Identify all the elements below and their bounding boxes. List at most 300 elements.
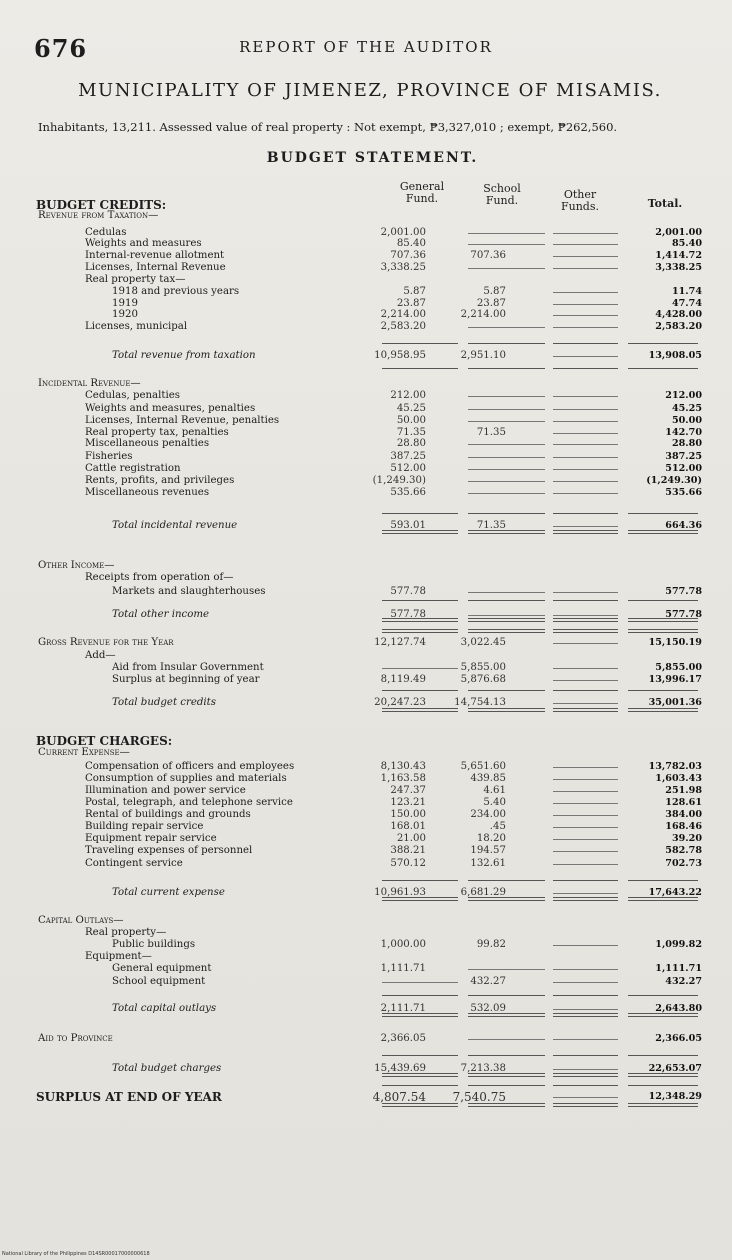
blank-cell-line <box>553 256 618 257</box>
table-row <box>0 637 732 649</box>
column-rule <box>468 343 545 344</box>
table-row <box>0 833 732 845</box>
cell-total: 15,150.19 <box>648 637 702 648</box>
table-row <box>0 321 732 333</box>
blank-cell-line <box>468 1039 545 1040</box>
page-number: 676 <box>34 34 88 63</box>
cell-total: 35,001.36 <box>648 697 702 708</box>
row-label: Rents, profits, and privileges <box>85 475 235 486</box>
blank-cell-line <box>468 493 545 494</box>
table-row <box>0 1091 732 1103</box>
row-label: Total incidental revenue <box>112 520 238 531</box>
column-rule <box>382 1013 458 1017</box>
blank-cell-line <box>553 1069 618 1070</box>
row-label: 1918 and previous years <box>112 286 240 297</box>
cell-total: 5,855.00 <box>655 662 702 673</box>
column-rule <box>628 618 698 622</box>
cell-school: 532.09 <box>470 1003 506 1014</box>
cell-school: 14,754.13 <box>454 697 506 708</box>
table-row <box>0 674 732 686</box>
row-label: Miscellaneous revenues <box>85 487 210 498</box>
cell-total: 2,643.80 <box>655 1003 702 1014</box>
cell-general: 247.37 <box>390 785 426 796</box>
blank-cell-line <box>553 1097 618 1098</box>
column-rule <box>468 897 545 901</box>
column-rule <box>628 1013 698 1017</box>
table-row <box>0 809 732 821</box>
column-rule <box>628 880 698 881</box>
cell-general: 1,000.00 <box>380 939 426 950</box>
row-label: Consumption of supplies and materials <box>85 773 287 784</box>
blank-cell-line <box>468 327 545 328</box>
cell-total: 577.78 <box>665 586 702 597</box>
cell-total: 47.74 <box>671 298 702 309</box>
row-label: General equipment <box>112 963 212 974</box>
cell-total: 13,996.17 <box>648 674 702 685</box>
blank-cell-line <box>553 969 618 970</box>
cell-school: 2,214.00 <box>460 309 506 320</box>
row-label: Aid to Province <box>38 1033 113 1044</box>
cell-total: 50.00 <box>671 415 702 426</box>
column-header-general: General Fund. <box>399 180 445 205</box>
cell-general: 512.00 <box>390 463 426 474</box>
cell-total: 577.78 <box>665 609 702 620</box>
blank-cell-line <box>553 1039 618 1040</box>
table-row <box>0 309 732 321</box>
cell-general: 2,366.05 <box>380 1033 426 1044</box>
cell-general: 1,163.58 <box>380 773 426 784</box>
cell-school: 5.40 <box>483 797 506 808</box>
column-header-other: Other Funds. <box>561 188 599 213</box>
table-row <box>0 572 732 584</box>
row-label: Total capital outlays <box>112 1003 217 1014</box>
blank-cell-line <box>553 444 618 445</box>
row-label: School equipment <box>112 976 206 987</box>
table-row <box>0 238 732 250</box>
column-rule <box>468 1073 545 1077</box>
column-rule <box>382 1085 458 1086</box>
row-label: Postal, telegraph, and telephone service <box>85 797 293 808</box>
row-label: Building repair service <box>85 821 204 832</box>
column-rule <box>468 1055 545 1056</box>
cell-total: 28.80 <box>671 438 702 449</box>
table-row <box>0 845 732 857</box>
cell-general: 2,583.20 <box>380 321 426 332</box>
column-rule <box>628 897 698 901</box>
cell-school: 5,651.60 <box>460 761 506 772</box>
cell-general: 593.01 <box>390 520 426 531</box>
blank-cell-line <box>468 396 545 397</box>
blank-cell-line <box>553 481 618 482</box>
row-label: Miscellaneous penalties <box>85 438 210 449</box>
column-rule <box>628 690 698 691</box>
blank-cell-line <box>553 268 618 269</box>
column-rule <box>382 513 458 514</box>
cell-total: 12,348.29 <box>648 1091 702 1102</box>
cell-total: 39.20 <box>671 833 702 844</box>
blank-cell-line <box>553 327 618 328</box>
blank-cell-line <box>553 827 618 828</box>
column-rule <box>553 368 618 369</box>
column-rule <box>382 1103 458 1107</box>
row-label: Real property tax— <box>85 274 186 285</box>
cell-total: 1,111.71 <box>655 963 702 974</box>
table-row <box>0 250 732 262</box>
cell-general: 150.00 <box>390 809 426 820</box>
column-rule <box>628 1085 698 1086</box>
cell-total: 85.40 <box>671 238 702 249</box>
column-rule <box>382 343 458 344</box>
cell-general: 20,247.23 <box>374 697 426 708</box>
table-row <box>0 927 732 939</box>
column-rule <box>382 629 458 633</box>
blank-cell-line <box>553 457 618 458</box>
table-row <box>0 262 732 274</box>
column-rule <box>382 618 458 622</box>
column-rule <box>553 995 618 996</box>
cell-school: .45 <box>489 821 506 832</box>
cell-general: (1,249.30) <box>372 475 426 486</box>
blank-cell-line <box>553 526 618 527</box>
cell-total: 664.36 <box>665 520 702 531</box>
cell-general: 570.12 <box>390 858 426 869</box>
column-rule <box>382 368 458 369</box>
column-rule <box>468 708 545 712</box>
cell-total: 702.73 <box>665 858 702 869</box>
cell-general: 28.80 <box>396 438 426 449</box>
column-rule <box>628 1073 698 1077</box>
column-rule <box>468 1013 545 1017</box>
cell-total: 432.27 <box>665 976 702 987</box>
cell-general: 4,807.54 <box>372 1090 426 1104</box>
column-rule <box>628 343 698 344</box>
cell-general: 8,119.49 <box>380 674 426 685</box>
cell-school: 99.82 <box>476 939 506 950</box>
column-rule <box>553 880 618 881</box>
column-rule <box>553 530 618 534</box>
table-row <box>0 475 732 487</box>
blank-cell-line <box>553 839 618 840</box>
row-label: Surplus at beginning of year <box>112 674 260 685</box>
blank-cell-line <box>468 421 545 422</box>
table-row <box>0 662 732 674</box>
column-rule <box>553 618 618 622</box>
cell-general: 123.21 <box>390 797 426 808</box>
row-label: Receipts from operation of— <box>85 572 234 583</box>
column-rule <box>468 530 545 534</box>
blank-cell-line <box>553 1009 618 1010</box>
row-label: Real property— <box>85 927 167 938</box>
column-rule <box>382 1073 458 1077</box>
row-label: Total budget charges <box>112 1063 222 1074</box>
column-rule <box>628 600 698 601</box>
cell-school: 4.61 <box>483 785 506 796</box>
column-rule <box>553 629 618 633</box>
row-label: Equipment repair service <box>85 833 217 844</box>
inhabitants-line: Inhabitants, 13,211. Assessed value of real property : Not exempt, ₱3,327,010 ; exempt, ₱262,560. <box>38 120 618 134</box>
column-rule <box>628 995 698 996</box>
row-label: Total other income <box>112 609 210 620</box>
cell-general: 10,961.93 <box>374 887 426 898</box>
blank-cell-line <box>553 668 618 669</box>
row-label: Compensation of officers and employees <box>85 761 295 772</box>
table-row <box>0 1003 732 1015</box>
cell-school: 707.36 <box>470 250 506 261</box>
row-label: Total revenue from taxation <box>112 350 256 361</box>
table-row <box>0 887 732 899</box>
cell-total: 2,583.20 <box>655 321 702 332</box>
row-label: 1919 <box>112 298 138 309</box>
blank-cell-line <box>553 315 618 316</box>
table-row <box>0 390 732 402</box>
cell-general: 707.36 <box>390 250 426 261</box>
row-label: Cattle registration <box>85 463 181 474</box>
row-label: Traveling expenses of personnel <box>85 845 253 856</box>
column-rule <box>468 618 545 622</box>
column-rule <box>468 1103 545 1107</box>
row-label: Equipment— <box>85 951 152 962</box>
blank-cell-line <box>553 469 618 470</box>
cell-total: 3,338.25 <box>655 262 702 273</box>
table-row <box>0 650 732 662</box>
cell-total: 582.78 <box>665 845 702 856</box>
table-row <box>0 451 732 463</box>
cell-general: 2,214.00 <box>380 309 426 320</box>
row-label: SURPLUS AT END OF YEAR <box>36 1090 222 1104</box>
table-row <box>0 274 732 286</box>
blank-cell-line <box>553 356 618 357</box>
blank-cell-line <box>468 592 545 593</box>
column-rule <box>468 600 545 601</box>
cell-school: 7,540.75 <box>452 1090 506 1104</box>
blank-cell-line <box>553 233 618 234</box>
column-header-school: School Fund. <box>483 182 521 207</box>
column-rule <box>553 1085 618 1086</box>
column-rule <box>553 1013 618 1017</box>
table-row <box>0 915 732 927</box>
row-label: Illumination and power service <box>85 785 246 796</box>
cell-general: 577.78 <box>390 609 426 620</box>
table-row <box>0 761 732 773</box>
table-row <box>0 747 732 759</box>
cell-total: 251.98 <box>665 785 702 796</box>
cell-total: 2,001.00 <box>655 227 702 238</box>
cell-general: 85.40 <box>396 238 426 249</box>
cell-total: 13,782.03 <box>648 761 702 772</box>
cell-total: 11.74 <box>671 286 702 297</box>
cell-total: 387.25 <box>665 451 702 462</box>
column-rule <box>468 368 545 369</box>
row-label: Current Expense— <box>38 747 130 758</box>
column-rule <box>628 1055 698 1056</box>
column-rule <box>382 995 458 996</box>
blank-cell-line <box>553 703 618 704</box>
column-rule <box>382 690 458 691</box>
running-title: REPORT OF THE AUDITOR <box>239 38 493 56</box>
column-rule <box>553 1103 618 1107</box>
blank-cell-line <box>553 409 618 410</box>
cell-general: 10,958.95 <box>374 350 426 361</box>
blank-cell-line <box>553 864 618 865</box>
column-rule <box>553 1055 618 1056</box>
cell-total: 1,603.43 <box>655 773 702 784</box>
row-label: Weights and measures <box>85 238 202 249</box>
cell-school: 71.35 <box>476 520 506 531</box>
column-rule <box>468 629 545 633</box>
row-label: Fisheries <box>85 451 133 462</box>
cell-general: 388.21 <box>390 845 426 856</box>
cell-total: 142.70 <box>665 427 702 438</box>
table-row <box>0 697 732 709</box>
row-label: Contingent service <box>85 858 183 869</box>
row-label: Cedulas, penalties <box>85 390 180 401</box>
table-row <box>0 963 732 975</box>
column-rule <box>382 880 458 881</box>
table-row <box>0 438 732 450</box>
cell-general: 8,130.43 <box>380 761 426 772</box>
cell-general: 1,111.71 <box>380 963 426 974</box>
column-rule <box>553 708 618 712</box>
cell-total: 4,428.00 <box>655 309 702 320</box>
cell-general: 535.66 <box>390 487 426 498</box>
blank-cell-line <box>553 304 618 305</box>
cell-school: 71.35 <box>476 427 506 438</box>
row-label: BUDGET CREDITS: <box>36 198 167 212</box>
table-row <box>0 415 732 427</box>
cell-general: 168.01 <box>390 821 426 832</box>
column-rule <box>628 368 698 369</box>
column-rule <box>468 995 545 996</box>
table-row <box>0 858 732 870</box>
cell-total: 1,414.72 <box>655 250 702 261</box>
column-rule <box>468 513 545 514</box>
table-row <box>0 378 732 390</box>
table-row <box>0 403 732 415</box>
row-label: Add— <box>85 650 116 661</box>
cell-school: 23.87 <box>476 298 506 309</box>
column-rule <box>553 513 618 514</box>
cell-school: 439.85 <box>470 773 506 784</box>
blank-cell-line <box>553 615 618 616</box>
cell-general: 50.00 <box>396 415 426 426</box>
cell-general: 23.87 <box>396 298 426 309</box>
column-rule <box>553 897 618 901</box>
cell-school: 5.87 <box>483 286 506 297</box>
cell-total: 45.25 <box>671 403 702 414</box>
cell-school: 6,681.29 <box>460 887 506 898</box>
row-label: Incidental Revenue— <box>38 378 141 389</box>
cell-total: 13,908.05 <box>648 350 702 361</box>
blank-cell-line <box>468 615 545 616</box>
blank-cell-line <box>553 592 618 593</box>
cell-total: 128.61 <box>665 797 702 808</box>
cell-school: 7,213.38 <box>460 1063 506 1074</box>
cell-school: 5,876.68 <box>460 674 506 685</box>
table-row <box>0 797 732 809</box>
row-label: Rental of buildings and grounds <box>85 809 251 820</box>
cell-general: 577.78 <box>390 586 426 597</box>
table-row <box>0 463 732 475</box>
column-rule <box>382 897 458 901</box>
blank-cell-line <box>553 292 618 293</box>
blank-cell-line <box>553 680 618 681</box>
column-rule <box>382 708 458 712</box>
row-label: Public buildings <box>112 939 196 950</box>
blank-cell-line <box>553 433 618 434</box>
table-row <box>0 487 732 499</box>
row-label: Weights and measures, penalties <box>85 403 256 414</box>
blank-cell-line <box>468 469 545 470</box>
table-row <box>0 286 732 298</box>
statement-title: BUDGET STATEMENT. <box>266 150 479 166</box>
column-rule <box>468 1085 545 1086</box>
blank-cell-line <box>553 982 618 983</box>
column-rule <box>553 600 618 601</box>
table-row <box>0 785 732 797</box>
cell-general: 21.00 <box>396 833 426 844</box>
table-row <box>0 735 732 747</box>
cell-school: 2,951.10 <box>460 350 506 361</box>
cell-total: 168.46 <box>665 821 702 832</box>
cell-school: 3,022.45 <box>460 637 506 648</box>
blank-cell-line <box>553 945 618 946</box>
row-label: Total budget credits <box>112 697 216 708</box>
cell-general: 15,439.69 <box>374 1063 426 1074</box>
column-rule <box>468 880 545 881</box>
row-label: Capital Outlays— <box>38 915 124 926</box>
column-rule <box>628 530 698 534</box>
row-label: BUDGET CHARGES: <box>36 734 173 748</box>
row-label: Total current expense <box>112 887 225 898</box>
blank-cell-line <box>468 457 545 458</box>
blank-cell-line <box>468 268 545 269</box>
footer-credit: National Library of the Philippines D14SR00017000000618 <box>2 1251 150 1257</box>
blank-cell-line <box>553 851 618 852</box>
cell-general: 2,111.71 <box>380 1003 426 1014</box>
cell-total: 1,099.82 <box>655 939 702 950</box>
blank-cell-line <box>468 409 545 410</box>
row-label: Licenses, Internal Revenue, penalties <box>85 415 280 426</box>
blank-cell-line <box>468 444 545 445</box>
row-label: Cedulas <box>85 227 127 238</box>
column-rule <box>553 690 618 691</box>
cell-general: 387.25 <box>390 451 426 462</box>
table-row <box>0 773 732 785</box>
table-row <box>0 1033 732 1045</box>
cell-total: 22,653.07 <box>648 1063 702 1074</box>
column-rule <box>382 600 458 601</box>
table-row <box>0 1063 732 1075</box>
column-rule <box>382 530 458 534</box>
blank-cell-line <box>553 244 618 245</box>
column-header-total: Total. <box>647 197 683 210</box>
column-rule <box>468 690 545 691</box>
cell-school: 18.20 <box>476 833 506 844</box>
table-row <box>0 210 732 222</box>
cell-general: 71.35 <box>396 427 426 438</box>
blank-cell-line <box>553 493 618 494</box>
column-rule <box>382 1055 458 1056</box>
blank-cell-line <box>553 767 618 768</box>
row-label: 1920 <box>112 309 138 320</box>
table-row <box>0 560 732 572</box>
cell-general: 212.00 <box>390 390 426 401</box>
row-label: Internal-revenue allotment <box>85 250 225 261</box>
blank-cell-line <box>553 893 618 894</box>
cell-total: 384.00 <box>665 809 702 820</box>
row-label: Other Income— <box>38 560 115 571</box>
row-label: Revenue from Taxation— <box>38 210 159 221</box>
